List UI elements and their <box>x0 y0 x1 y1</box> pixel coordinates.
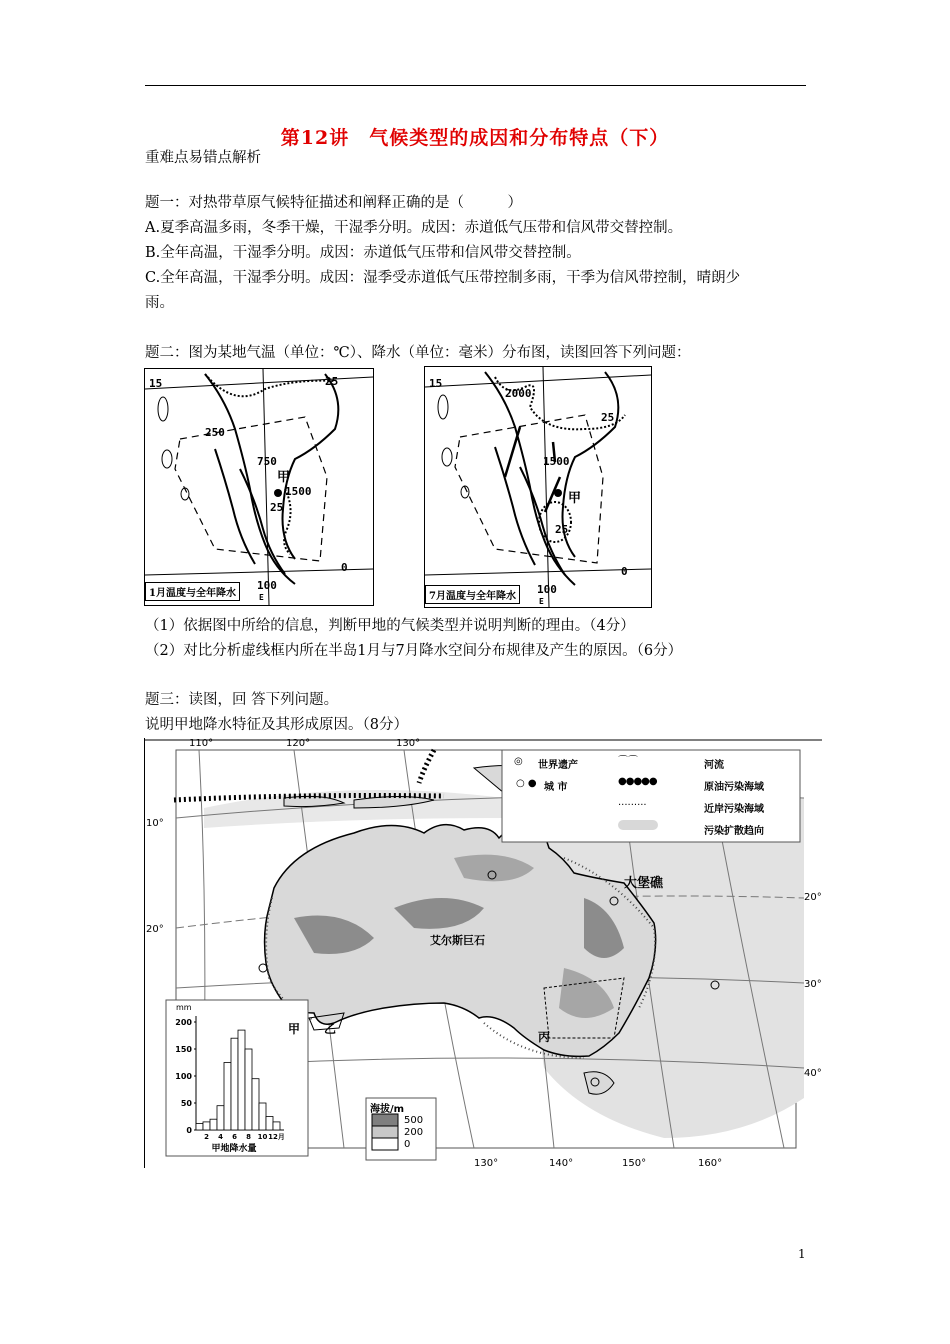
top-rule <box>145 85 806 86</box>
lat-right-40: 40° <box>804 1068 822 1079</box>
legend-oil-icon: ●●●●● <box>618 776 657 787</box>
precip-y-tick: 200 <box>175 1018 192 1027</box>
q1-option-b: B.全年高温，干湿季分明。成因：赤道低气压带和信风带交替控制。 <box>145 245 581 261</box>
map-july-drawing <box>425 367 651 607</box>
precip-x-tick: 2 <box>204 1133 209 1141</box>
section-subtitle: 重难点易错点解析 <box>145 150 261 166</box>
precip-y-tick: 0 <box>186 1126 192 1135</box>
legend-coastal-icon: ········· <box>618 800 647 811</box>
map1-iso-temp: 25 <box>325 375 339 388</box>
precip-bar <box>266 1117 273 1131</box>
precip-x-tick: 12月 <box>268 1133 285 1141</box>
precip-bar <box>203 1122 210 1130</box>
lon-bottom-140: 140° <box>549 1158 574 1169</box>
map1-lon-unit: E <box>259 593 264 602</box>
q3-stem: 题三：读图，回 答下列问题。 <box>145 692 339 708</box>
lon-bottom-130: 130° <box>474 1158 499 1169</box>
map2-iso-temp: 25 <box>601 411 615 424</box>
precip-bar <box>224 1063 231 1131</box>
map1-iso-750: 750 <box>257 455 277 468</box>
legend-city-icon: ○ ● <box>516 778 537 789</box>
precip-y-tick: 50 <box>180 1099 192 1108</box>
precip-x-tick: 8 <box>246 1133 251 1141</box>
map1-iso-1500: 1500 <box>285 485 312 498</box>
map2-caption: 7月温度与全年降水 <box>425 585 520 604</box>
precip-y-tick: 150 <box>175 1045 192 1054</box>
q2-stem: 题二：图为某地气温（单位：℃）、降水（单位：毫米）分布图，读图回答下列问题： <box>145 345 691 361</box>
precip-bar <box>210 1119 217 1130</box>
q3-task: 说明甲地降水特征及其形成原因。（8分） <box>145 717 408 733</box>
map1-iso-250: 250 <box>205 426 225 439</box>
precip-caption: 甲地降水量 <box>211 1144 257 1154</box>
elevation-title: 海拔/m <box>370 1104 405 1115</box>
precip-bar <box>259 1103 266 1130</box>
lat-right-30: 30° <box>804 979 822 990</box>
lon-bottom-160: 160° <box>698 1158 723 1169</box>
legend-river-icon: ⌒⌒ <box>618 756 638 767</box>
map2-zero: 0 <box>621 565 628 578</box>
legend-spread: 污染扩散趋向 <box>704 826 764 837</box>
precip-x-tick: 10 <box>257 1133 268 1141</box>
map1-iso-inner: 25 <box>270 501 284 514</box>
map1-lat-label: 15 <box>149 377 163 390</box>
legend-coastal: 近岸污染海域 <box>704 804 764 815</box>
legend-spread-icon <box>618 820 658 830</box>
legend-heritage: 世界遗产 <box>538 760 578 771</box>
precip-bar <box>245 1049 252 1130</box>
legend-heritage-icon: ◎ <box>514 756 523 767</box>
map-july <box>424 366 652 608</box>
legend-city: 城 市 <box>544 782 568 793</box>
precip-unit-label: mm <box>176 1003 192 1012</box>
legend-oil: 原油污染海域 <box>704 782 764 793</box>
place-great-barrier-reef: 大堡礁 <box>624 876 664 891</box>
precip-bar <box>217 1106 224 1130</box>
place-bing: 丙 <box>538 1030 551 1044</box>
page-number: 1 <box>798 1247 806 1261</box>
precip-chart <box>166 1000 308 1156</box>
lat-left-20: 20° <box>146 924 164 935</box>
map2-iso-1500: 1500 <box>543 455 570 468</box>
map2-iso-inner: 25 <box>555 523 569 536</box>
place-ayers-rock: 艾尔斯巨石 <box>430 934 485 947</box>
precip-bar <box>238 1030 245 1130</box>
q1-option-c: C.全年高温，干湿季分明。成因：湿季受赤道低气压带控制多雨，干季为信风带控制，晴朗少 <box>145 270 741 286</box>
map2-iso-2000: 2000 <box>505 387 532 400</box>
australia-map <box>144 738 822 1168</box>
precip-chart-svg <box>166 1000 308 1156</box>
map2-lon-unit: E <box>539 597 544 606</box>
elevation-200: 200 <box>404 1127 424 1138</box>
place-jia: 甲 <box>288 1022 301 1036</box>
legend-river: 河流 <box>704 760 724 771</box>
map1-zero: 0 <box>341 561 348 574</box>
map2-place-jia: 甲 <box>568 491 582 506</box>
precip-bar <box>252 1079 259 1130</box>
q1-option-c-cont: 雨。 <box>145 295 174 311</box>
map-january-drawing <box>145 369 373 605</box>
precip-bar <box>196 1124 203 1130</box>
map1-caption: 1月温度与全年降水 <box>145 582 240 601</box>
lat-right-20: 20° <box>804 892 822 903</box>
precip-x-tick: 4 <box>218 1133 223 1141</box>
lat-left-10: 10° <box>146 818 164 829</box>
lon-bottom-150: 150° <box>622 1158 647 1169</box>
elevation-0: 0 <box>404 1139 411 1150</box>
map2-lat-label: 15 <box>429 377 443 390</box>
elevation-500: 500 <box>404 1115 424 1126</box>
lon-top-110: 110° <box>189 738 214 749</box>
precip-bar <box>231 1038 238 1130</box>
precip-x-tick: 6 <box>232 1133 237 1141</box>
map2-lon-label: 100 <box>537 583 557 596</box>
precip-bar <box>273 1122 280 1130</box>
q1-stem: 题一：对热带草原气候特征描述和阐释正确的是（ ） <box>145 195 522 211</box>
map1-lon-label: 100 <box>257 579 277 592</box>
place-yi: 乙 <box>324 1022 337 1036</box>
map-january <box>144 368 374 606</box>
lon-top-130: 130° <box>396 738 421 749</box>
q2-sub1: （1）依据图中所给的信息，判断甲地的气候类型并说明判断的理由。（4分） <box>145 618 635 634</box>
q2-sub2: （2）对比分析虚线框内所在半岛1月与7月降水空间分布规律及产生的原因。（6分） <box>145 643 683 659</box>
page-title: 第12讲 气候类型的成因和分布特点（下） <box>280 127 670 149</box>
lon-top-120: 120° <box>286 738 311 749</box>
q1-option-a: A.夏季高温多雨，冬季干燥，干湿季分明。成因：赤道低气压带和信风带交替控制。 <box>145 220 683 236</box>
map1-place-jia: 甲 <box>277 470 291 485</box>
precip-y-tick: 100 <box>175 1072 192 1081</box>
